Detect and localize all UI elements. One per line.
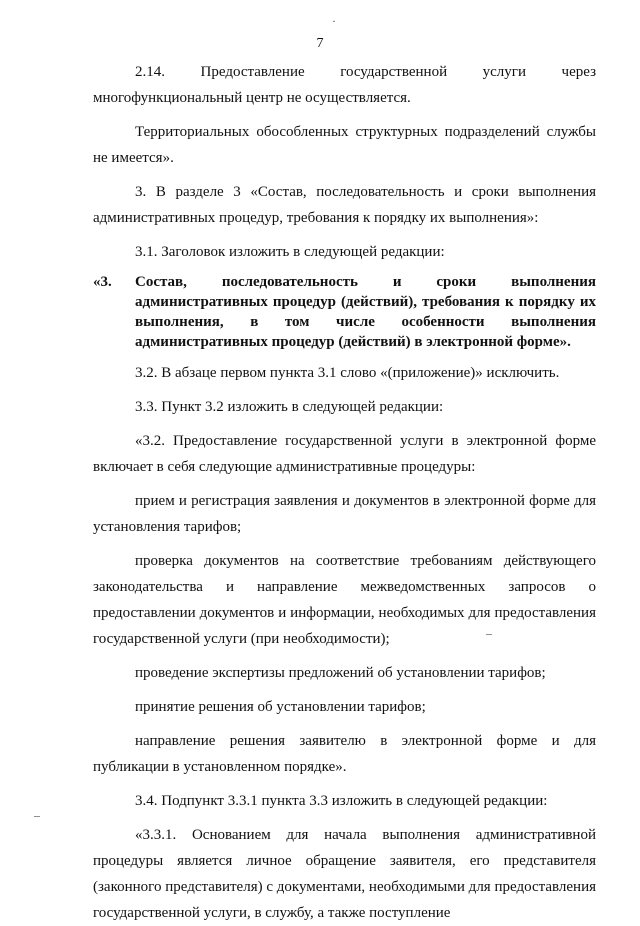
paragraph-3-3: 3.3. Пункт 3.2 изложить в следующей редакции: [135, 399, 444, 415]
paragraph-quote-3-2: «3.2. Предоставление государственной услуги в электронной форме включает в себя следующие административные процедуры: [93, 433, 596, 475]
heading-number: «3. [93, 274, 112, 290]
paragraph-reception: прием и регистрация заявления и документов в электронной форме для установления тарифов; [93, 493, 596, 535]
scan-mark: – [486, 626, 492, 640]
paragraph-3-4: 3.4. Подпункт 3.3.1 пункта 3.3 изложить в следующей редакции: [135, 793, 548, 809]
scan-mark: – [34, 808, 40, 822]
document-body [93, 59, 596, 926]
paragraph-expertise: проведение экспертизы предложений об установлении тарифов; [135, 665, 546, 681]
paragraph-3-2: 3.2. В абзаце первом пункта 3.1 слово «(приложение)» исключить. [135, 365, 560, 381]
paragraph-3-1: 3.1. Заголовок изложить в следующей редакции: [135, 244, 445, 260]
paragraph-2-14: 2.14. Предоставление государственной услуги через многофункциональный центр не осуществляется. [93, 64, 596, 106]
paragraph-sending: направление решения заявителю в электронной форме и для публикации в установленном порядке». [93, 733, 596, 775]
scan-mark: · [332, 14, 336, 28]
paragraph-verification: проверка документов на соответствие требованиям действующего законодательства и направление межведомственных запросов о предоставлении документов и информации, необходимых для предоставления государственной услуги (при необходимости); [93, 553, 596, 647]
page-number: 7 [316, 36, 324, 51]
paragraph-decision: принятие решения об установлении тарифов; [135, 699, 426, 715]
heading-text: Состав, последовательность и сроки выполнения административных процедур (действий), требования к порядку их выполнения, в том числе особенности выполнения административных процедур (действий) в электронной форме». [135, 274, 596, 350]
paragraph-section-3: 3. В разделе 3 «Состав, последовательность и сроки выполнения административных процедур, требования к порядку их выполнения»: [93, 184, 596, 226]
section-heading-quote [93, 272, 596, 352]
paragraph-no-subdivisions: Территориальных обособленных структурных подразделений службы не имеется». [93, 124, 596, 166]
paragraph-quote-3-3-1: «3.3.1. Основанием для начала выполнения административной процедуры является личное обращение заявителя, его представителя (законного представителя) с документами, необходимыми для предоставления государственной услуги, в службу, а также поступление [93, 827, 596, 921]
